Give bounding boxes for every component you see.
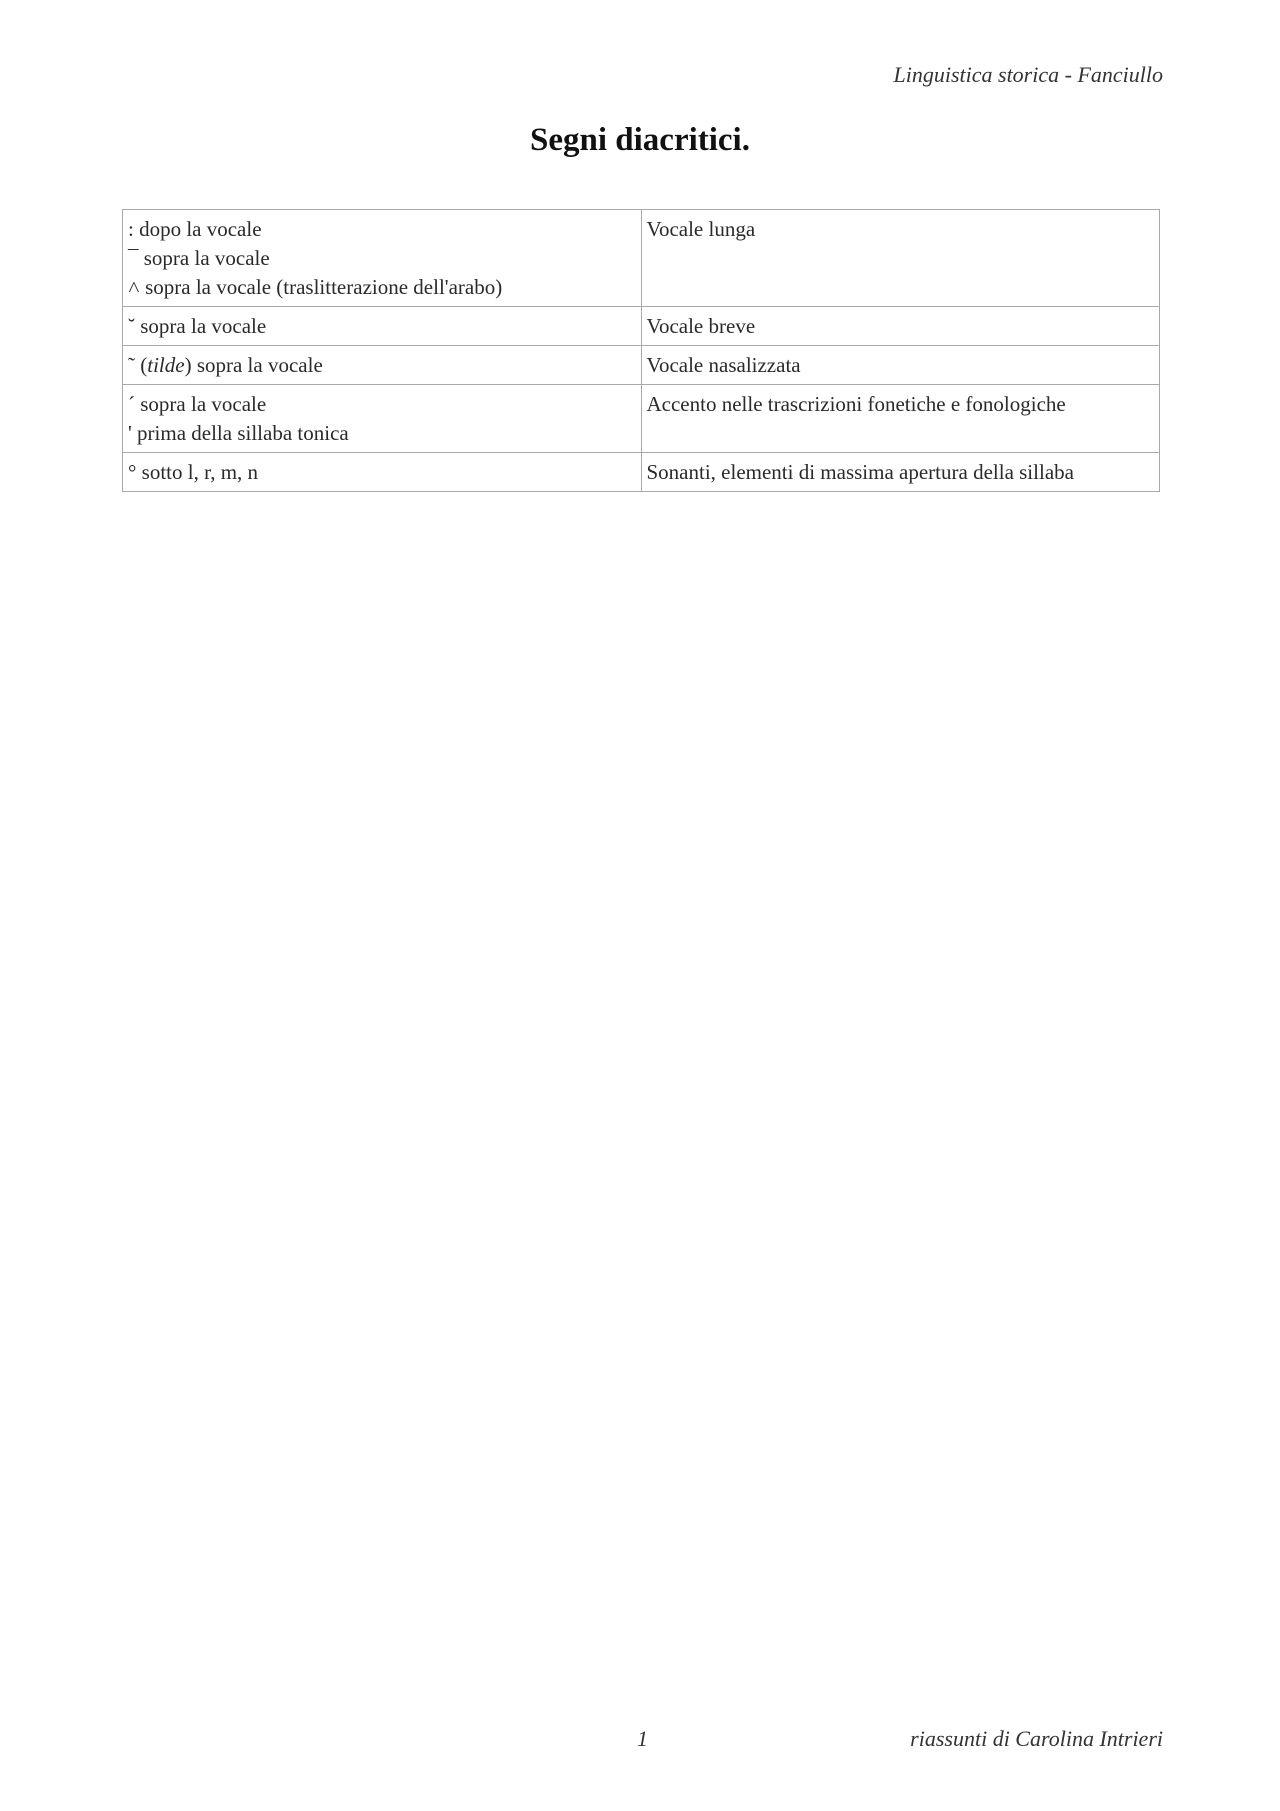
sign-line: ° sotto l, r, m, n [128,460,259,484]
meaning-cell: Vocale nasalizzata [641,346,1160,385]
sign-line: ¯ sopra la vocale [128,246,270,270]
author-credit: riassunti di Carolina Intrieri [910,1726,1163,1751]
sign-line: : dopo la vocale [128,217,262,241]
meaning-cell: Sonanti, elementi di massima apertura della sillaba [641,453,1160,492]
meaning-cell: Vocale breve [641,307,1160,346]
sign-cell [123,307,642,346]
table-row [123,346,1160,385]
sign-cell [123,453,642,492]
sign-line: ˘ sopra la vocale [128,314,267,338]
sign-cell [123,210,642,307]
sign-emphasis: tilde [147,353,185,377]
sign-line [128,351,635,380]
sign-suffix: ) sopra la vocale [184,353,323,377]
sign-line: ˄ sopra la vocale (traslitterazione dell'arabo) [128,275,503,299]
table-row [123,385,1160,453]
sign-cell [123,346,642,385]
meaning-cell: Accento nelle trascrizioni fonetiche e fonologiche [641,385,1160,453]
sign-line: ' prima della sillaba tonica [128,421,349,445]
table-row [123,453,1160,492]
page-title: Segni diacritici. [530,122,750,158]
meaning-cell: Vocale lunga [641,210,1160,307]
page-number: 1 [637,1726,648,1751]
table-row [123,307,1160,346]
sign-line: ´ sopra la vocale [128,392,267,416]
running-header: Linguistica storica - Fanciullo [893,62,1163,87]
sign-prefix: ˜ ( [128,353,148,377]
sign-cell [123,385,642,453]
table-row [123,210,1160,307]
diacritics-table [122,209,1160,492]
